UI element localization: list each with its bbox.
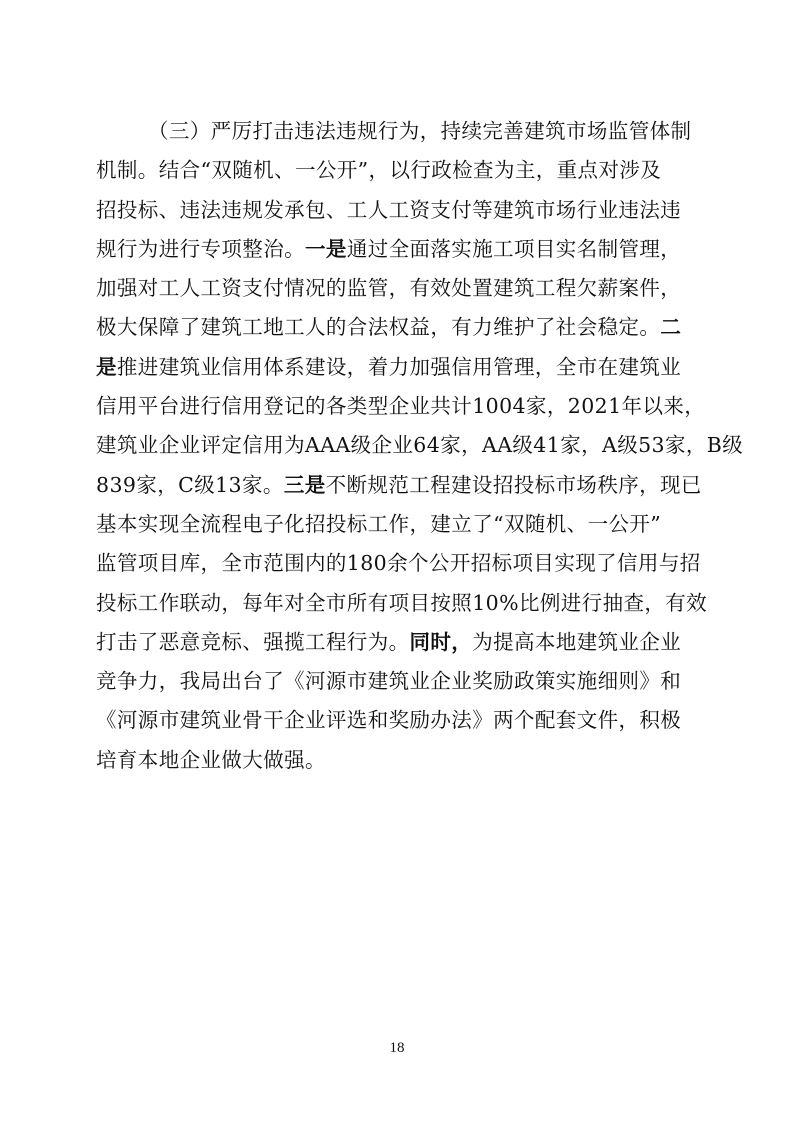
text-run: 839家，C级13家。: [96, 472, 284, 497]
text-run: 通过全面落实施工项目实名制管理，: [346, 236, 682, 261]
text-line: [96, 623, 720, 662]
text-line: [96, 584, 720, 623]
text-run: 极大保障了建筑工地工人的合法权益，有力维护了社会稳定。: [96, 315, 661, 340]
text-run: 《河源市建筑业骨干企业评选和奖励办法》两个配套文件，积极: [96, 708, 682, 733]
text-run: 建筑业企业评定信用为AAA级企业64家，AA级41家，A级53家，B级: [96, 433, 744, 458]
text-run: 监管项目库，全市范围内的180余个公开招标项目实现了信用与招: [96, 551, 701, 576]
text-line: [96, 112, 720, 151]
text-line: [96, 151, 720, 190]
text-line: [96, 348, 720, 387]
text-run: 规行为进行专项整治。: [96, 236, 305, 261]
text-line: [96, 505, 720, 544]
text-line: [96, 662, 720, 701]
bold-text-run: 是: [96, 354, 117, 379]
text-line: [96, 466, 720, 505]
text-run: 不断规范工程建设招投标市场秩序，现已: [325, 472, 702, 497]
text-run: 加强对工人工资支付情况的监管，有效处置建筑工程欠薪案件，: [96, 276, 682, 301]
text-run: 信用平台进行信用登记的各类型企业共计1004家，2021年以来，: [96, 394, 706, 419]
text-line: [96, 701, 720, 740]
text-line: [96, 544, 720, 583]
page-number: 18: [389, 1040, 405, 1056]
text-line: [96, 191, 720, 230]
text-line: [96, 387, 720, 426]
text-run: 打击了恶意竞标、强揽工程行为。: [96, 629, 410, 654]
text-line: [96, 230, 720, 269]
text-run: 机制。结合“双随机、一公开”，以行政检查为主，重点对涉及: [96, 158, 662, 183]
text-run: 竞争力，我局出台了《河源市建筑业企业奖励政策实施细则》和: [96, 669, 682, 694]
text-line: [96, 741, 720, 780]
bold-text-run: 二: [660, 315, 682, 340]
bold-text-run: 同时，: [409, 629, 473, 654]
text-line: [96, 269, 720, 308]
text-run: 为提高本地建筑业企业: [472, 629, 682, 654]
bold-text-run: 一是: [305, 236, 347, 261]
text-run: （三）严厉打击违法违规行为，持续完善建筑市场监管体制: [148, 119, 692, 143]
bold-text-run: 三是: [283, 472, 326, 497]
text-run: 招投标、违法违规发承包、工人工资支付等建筑市场行业违法违: [96, 197, 682, 222]
text-line: [96, 308, 720, 347]
text-run: 投标工作联动，每年对全市所有项目按照10%比例进行抽查，有效: [96, 590, 708, 615]
text-run: 基本实现全流程电子化招投标工作，建立了“双随机、一公开”: [96, 511, 662, 536]
text-run: 推进建筑业信用体系建设，着力加强信用管理，全市在建筑业: [116, 354, 682, 379]
body-paragraph: [96, 112, 744, 780]
text-line: [96, 426, 744, 465]
text-run: 培育本地企业做大做强。: [96, 747, 326, 772]
